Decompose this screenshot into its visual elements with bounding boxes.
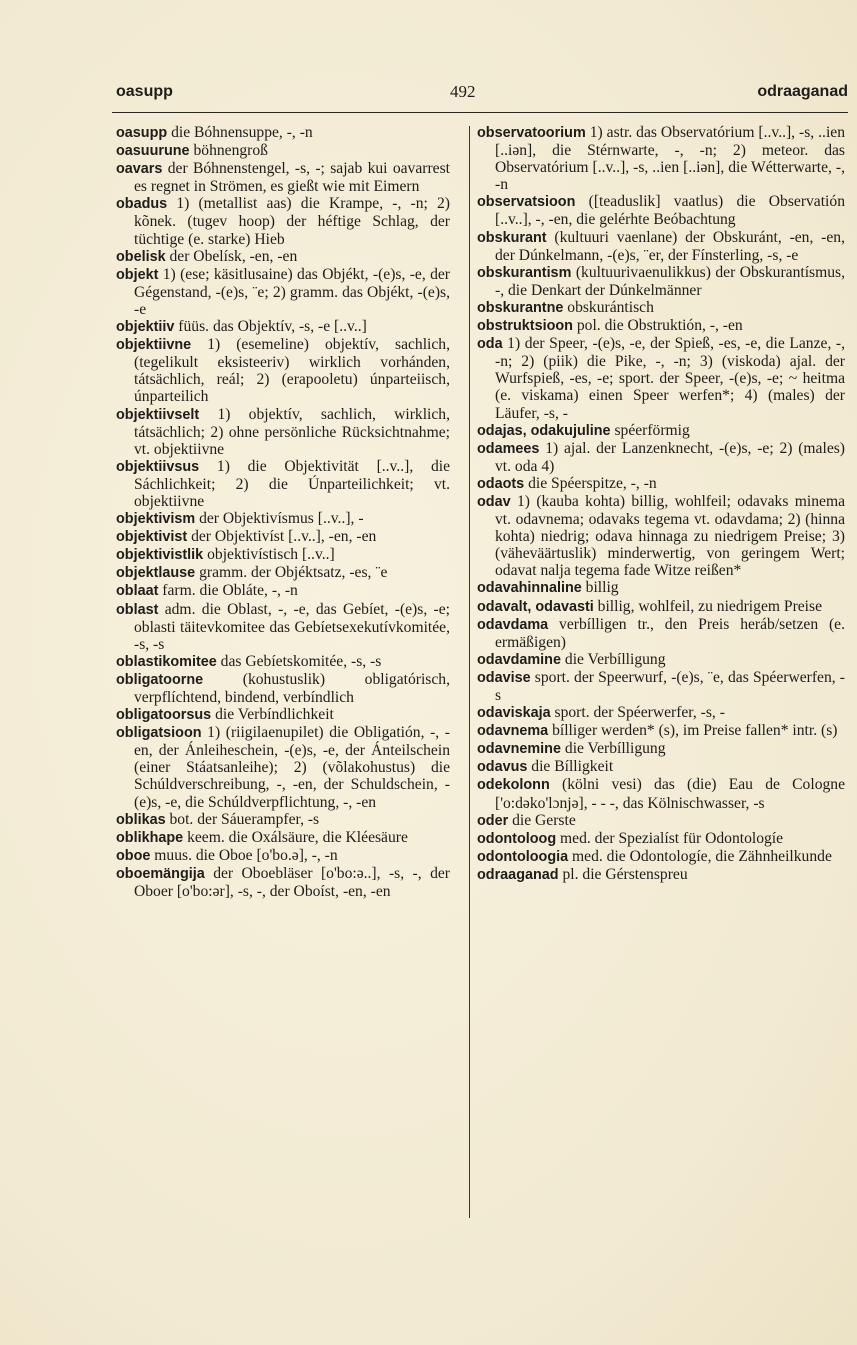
- dictionary-entry: [116, 248, 450, 266]
- entry-headword: odavise: [477, 669, 531, 686]
- entry-headword: obligatsioon: [116, 725, 202, 742]
- entry-definition: 1) die Objektivität [..v..], die Sáchlichkeit; 2) die Únparteilichkeit; vt. objektiivne: [134, 457, 450, 510]
- entry-definition: die Verbílligung: [564, 740, 666, 758]
- dictionary-entry: [477, 493, 845, 579]
- dictionary-entry: [116, 195, 450, 247]
- dictionary-entry: [477, 335, 845, 421]
- entry-definition: (kultuuri vaenlane) der Obskuránt, -en, -en, der Dúnkelmann, -(e)s, ¨er, der Fínsterling, -s, -e: [495, 228, 845, 264]
- header-first-entry: oasupp: [116, 83, 173, 100]
- entry-headword: odaots: [477, 475, 525, 492]
- entry-headword: odontoloogia: [477, 848, 569, 865]
- entry-definition: die Bílligkeit: [531, 758, 614, 776]
- dictionary-entry: [477, 193, 845, 228]
- entry-definition: sport. der Spéerwerfer, -s, -: [554, 704, 725, 722]
- entry-definition: farm. die Obláte, -, -n: [162, 582, 298, 600]
- dictionary-entry: [116, 142, 450, 160]
- entry-definition: böhnengroß: [193, 142, 268, 160]
- entry-headword: odraaganad: [477, 866, 559, 883]
- dictionary-entry: [477, 776, 845, 811]
- entry-definition: der Objektivísmus [..v..], -: [199, 510, 364, 528]
- entry-headword: obskurantism: [477, 264, 572, 281]
- dictionary-entry: [477, 812, 845, 830]
- entry-headword: odavnema: [477, 723, 549, 740]
- entry-definition: (kölni vesi) das (die) Eau de Cologne ['o:dəko'lɔnjə], - - -, das Kölnischwasser, -s: [495, 776, 845, 812]
- entry-definition: gramm. der Objéktsatz, -es, ¨e: [199, 564, 388, 582]
- dictionary-entry: [116, 406, 450, 458]
- dictionary-entry: [116, 564, 450, 582]
- entry-definition: bot. der Sáuerampfer, -s: [169, 810, 320, 828]
- entry-definition: obskurántisch: [567, 298, 654, 316]
- entry-headword: oda: [477, 336, 503, 353]
- entry-definition: (kultuurivaenulikkus) der Obskurantísmus, -, die Denkart der Dúnkelmänner: [495, 263, 845, 299]
- entry-definition: 1) der Speer, -(e)s, -e, der Spieß, -es, -e, die Lanze, -, -n; 2) (piik) die Pike, -, -n; 3) (viskoda) ajal. der Wurfspieß, -es, -e; sport. der Speer, -(e)s, -e; ~ heitma (e. viskama) einen Speer werfen*; 4) (males) der Läufer, -s, -: [495, 335, 845, 422]
- entry-definition: der Oboebläser [o'bo:ə..], -s, -, der Oboer [o'bo:ər], -s, -, der Oboíst, -en, -en: [134, 864, 450, 901]
- entry-headword: oblaat: [116, 583, 159, 600]
- dictionary-entry: [116, 510, 450, 528]
- dictionary-entry: [116, 124, 450, 142]
- dictionary-entry: [477, 124, 845, 193]
- dictionary-entry: [477, 651, 845, 669]
- dictionary-entry: [116, 847, 450, 865]
- entry-headword: objektivist: [116, 529, 188, 546]
- entry-headword: odavdama: [477, 616, 549, 633]
- entry-headword: obelisk: [116, 248, 166, 265]
- entry-headword: odavus: [477, 759, 528, 776]
- right-column: [477, 124, 845, 884]
- entry-definition: die Gerste: [512, 811, 576, 829]
- entry-headword: odamees: [477, 440, 540, 457]
- entry-headword: objektlause: [116, 565, 196, 582]
- entry-headword: obskurantne: [477, 299, 564, 316]
- entry-headword: odav: [477, 493, 511, 510]
- entry-headword: objektivistlik: [116, 547, 204, 564]
- entry-headword: oblikhape: [116, 829, 184, 846]
- entry-headword: observatoorium: [477, 125, 586, 141]
- entry-headword: objekt: [116, 266, 159, 283]
- dictionary-entry: [477, 848, 845, 866]
- entry-definition: pl. die Gérstenspreu: [562, 865, 688, 883]
- entry-definition: adm. die Oblast, -, -e, das Gebíet, -(e)s, -e; oblasti täitevkomitee das Gebíetsexekutívkomitée, -s, -s: [134, 600, 450, 653]
- dictionary-entry: [477, 669, 845, 704]
- dictionary-entry: [477, 616, 845, 651]
- entry-headword: oblastikomitee: [116, 653, 217, 670]
- entry-headword: obadus: [116, 196, 168, 213]
- dictionary-entry: [116, 582, 450, 600]
- entry-definition: sport. der Speerwurf, -(e)s, ¨e, das Spéerwerfen, -s: [495, 668, 846, 704]
- dictionary-entry: [116, 336, 450, 405]
- dictionary-entry: [116, 318, 450, 336]
- entry-headword: odaviskaja: [477, 705, 551, 722]
- column-divider: [469, 126, 470, 1218]
- entry-definition: billig: [585, 579, 619, 597]
- entry-headword: oasuurune: [116, 143, 190, 160]
- entry-headword: odavahinnaline: [477, 580, 582, 597]
- entry-definition: das Gebíetskomitée, -s, -s: [220, 652, 382, 670]
- dictionary-entry: [116, 458, 450, 510]
- entry-headword: odontoloog: [477, 830, 557, 847]
- dictionary-entry: [477, 598, 845, 616]
- entry-definition: spéerförmig: [614, 421, 690, 439]
- dictionary-entry: [477, 440, 845, 475]
- entry-headword: objektiivsus: [116, 458, 200, 475]
- entry-headword: obskurant: [477, 229, 547, 246]
- dictionary-entry: [477, 422, 845, 440]
- dictionary-entry: [477, 866, 845, 884]
- header-rule: [112, 112, 848, 113]
- entry-headword: obligatoorne: [116, 671, 204, 688]
- entry-definition: billig, wohlfeil, zu niedrigem Preise: [597, 597, 822, 615]
- dictionary-entry: [477, 722, 845, 740]
- dictionary-entry: [116, 528, 450, 546]
- dictionary-entry: [116, 829, 450, 847]
- dictionary-entry: [116, 266, 450, 318]
- entry-headword: odavnemine: [477, 741, 561, 758]
- page-number: 492: [450, 82, 476, 101]
- entry-definition: 1) (metallist aas) die Krampe, -, -n; 2) kõnek. (tugev hoop) der héftige Schlag, der tüchtige (e. starke) Hieb: [134, 195, 450, 248]
- dictionary-entry: [116, 811, 450, 829]
- entry-headword: oasupp: [116, 125, 168, 141]
- entry-headword: objektiivne: [116, 337, 192, 354]
- dictionary-entry: [477, 830, 845, 848]
- dictionary-entry: [116, 546, 450, 564]
- entry-headword: obstruktsioon: [477, 318, 573, 335]
- entry-definition: 1) (kauba kohta) billig, wohlfeil; odavaks minema vt. odavnema; odavaks tegema vt. odavdama; 2) (hinna kohta) niedrig; odava hinnaga zu niedrigem Preise; 3) (väheväärtuslik) minderwertig, von geringem Wert; odavat nalja tegema fade Witze reißen*: [495, 492, 845, 580]
- entry-headword: oboemängija: [116, 865, 205, 882]
- left-column: [116, 124, 450, 900]
- entry-definition: med. der Spezialíst für Odontologíe: [560, 829, 784, 847]
- entry-definition: die Verbílligung: [564, 650, 666, 668]
- dictionary-entry: [477, 317, 845, 335]
- entry-headword: oder: [477, 812, 509, 829]
- entry-definition: muus. die Oboe [o'bo.ə], -, -n: [154, 846, 338, 864]
- entry-headword: oavars: [116, 161, 163, 178]
- dictionary-entry: [477, 740, 845, 758]
- entry-definition: verbílligen tr., den Preis heráb/setzen (e. ermäßigen): [495, 615, 845, 651]
- dictionary-entry: [477, 299, 845, 317]
- entry-headword: objektiiv: [116, 319, 175, 336]
- entry-definition: der Obelísk, -en, -en: [169, 247, 298, 265]
- entry-definition: 1) (riigilaenupilet) die Obligatión, -, -en, der Ánleiheschein, -(e)s, -e, der Ánteilschein (einer Stáatsanleihe); 2) (võlakohustus) die Schúldverschreibung, -, -en, der Schuldschein, -(e)s, -e, die Schúldverpflichtung, -, -en: [134, 724, 450, 811]
- dictionary-entry: [116, 724, 450, 810]
- entry-headword: odavalt, odavasti: [477, 598, 594, 615]
- entry-headword: odajas, odakujuline: [477, 422, 611, 439]
- entry-headword: odekolonn: [477, 777, 550, 794]
- dictionary-entry: [116, 706, 450, 724]
- entry-definition: 1) (esemeline) objektív, sachlich, (tegelikult eksisteeriv) wirklich vorhánden, tátsächlich, reál; 2) (erapooletu) únparteiisch, únparteilich: [134, 336, 450, 406]
- entry-headword: objektiivselt: [116, 406, 200, 423]
- entry-definition: keem. die Oxálsäure, die Kléesäure: [187, 828, 408, 846]
- dictionary-entry: [477, 475, 845, 493]
- entry-definition: objektivístisch [..v..]: [207, 546, 335, 564]
- dictionary-entry: [477, 579, 845, 597]
- dictionary-entry: [116, 865, 450, 900]
- entry-definition: 1) astr. das Observatórium [..v..], -s, ..ien [..iən], die Stérnwarte, -, -n; 2) meteor. das Observatórium [..v..], -s, ..ien [..iən], die Wétterwarte, -, -n: [495, 124, 845, 194]
- entry-headword: obligatoorsus: [116, 707, 212, 724]
- dictionary-entry: [116, 653, 450, 671]
- entry-definition: der Bóhnenstengel, -s, -; sajab kui oavarrest es regnet in Strömen, es gießt wie mit Eimern: [134, 160, 450, 196]
- entry-definition: (kohustuslik) obligatórisch, verpflíchtend, bindend, verbíndlich: [134, 670, 450, 706]
- dictionary-entry: [477, 704, 845, 722]
- entry-definition: die Spéerspitze, -, -n: [528, 474, 657, 492]
- header-last-entry: odraaganad: [757, 83, 848, 100]
- entry-definition: bílliger werden* (s), im Preise fallen* intr. (s): [552, 722, 838, 740]
- entry-headword: oblast: [116, 601, 159, 618]
- dictionary-entry: [116, 160, 450, 195]
- entry-definition: die Bóhnensuppe, -, -n: [171, 124, 313, 141]
- entry-definition: med. die Odontologíe, die Zähnheilkunde: [572, 847, 832, 865]
- entry-definition: 1) ajal. der Lanzenknecht, -(e)s, -e; 2) (males) vt. oda 4): [495, 439, 845, 475]
- entry-definition: füüs. das Objektív, -s, -e [..v..]: [178, 318, 367, 336]
- entry-definition: die Verbíndlichkeit: [215, 706, 334, 724]
- dictionary-entry: [477, 229, 845, 264]
- entry-headword: oboe: [116, 847, 151, 864]
- dictionary-entry: [116, 601, 450, 653]
- dictionary-entry: [477, 758, 845, 776]
- entry-headword: observatsioon: [477, 194, 576, 211]
- entry-definition: 1) objektív, sachlich, wirklich, tátsächlich; 2) ohne persönliche Rücksichtnahme; vt. objektiivne: [134, 405, 450, 458]
- entry-definition: 1) (ese; käsitlusaine) das Objékt, -(e)s, -e, der Gégenstand, -(e)s, ¨e; 2) gramm. das Objékt, -(e)s, -e: [134, 265, 450, 318]
- dictionary-entry: [116, 671, 450, 706]
- entry-definition: der Objektivíst [..v..], -en, -en: [191, 528, 377, 546]
- entry-definition: ([teaduslik] vaatlus) die Observatión [..v..], -, -en, die gelérhte Beóbachtung: [495, 193, 845, 229]
- dictionary-entry: [477, 264, 845, 299]
- entry-headword: odavdamine: [477, 651, 561, 668]
- page-header: [116, 80, 848, 106]
- entry-headword: oblikas: [116, 811, 166, 828]
- entry-headword: objektivism: [116, 511, 196, 528]
- entry-definition: pol. die Obstruktión, -, -en: [576, 317, 743, 335]
